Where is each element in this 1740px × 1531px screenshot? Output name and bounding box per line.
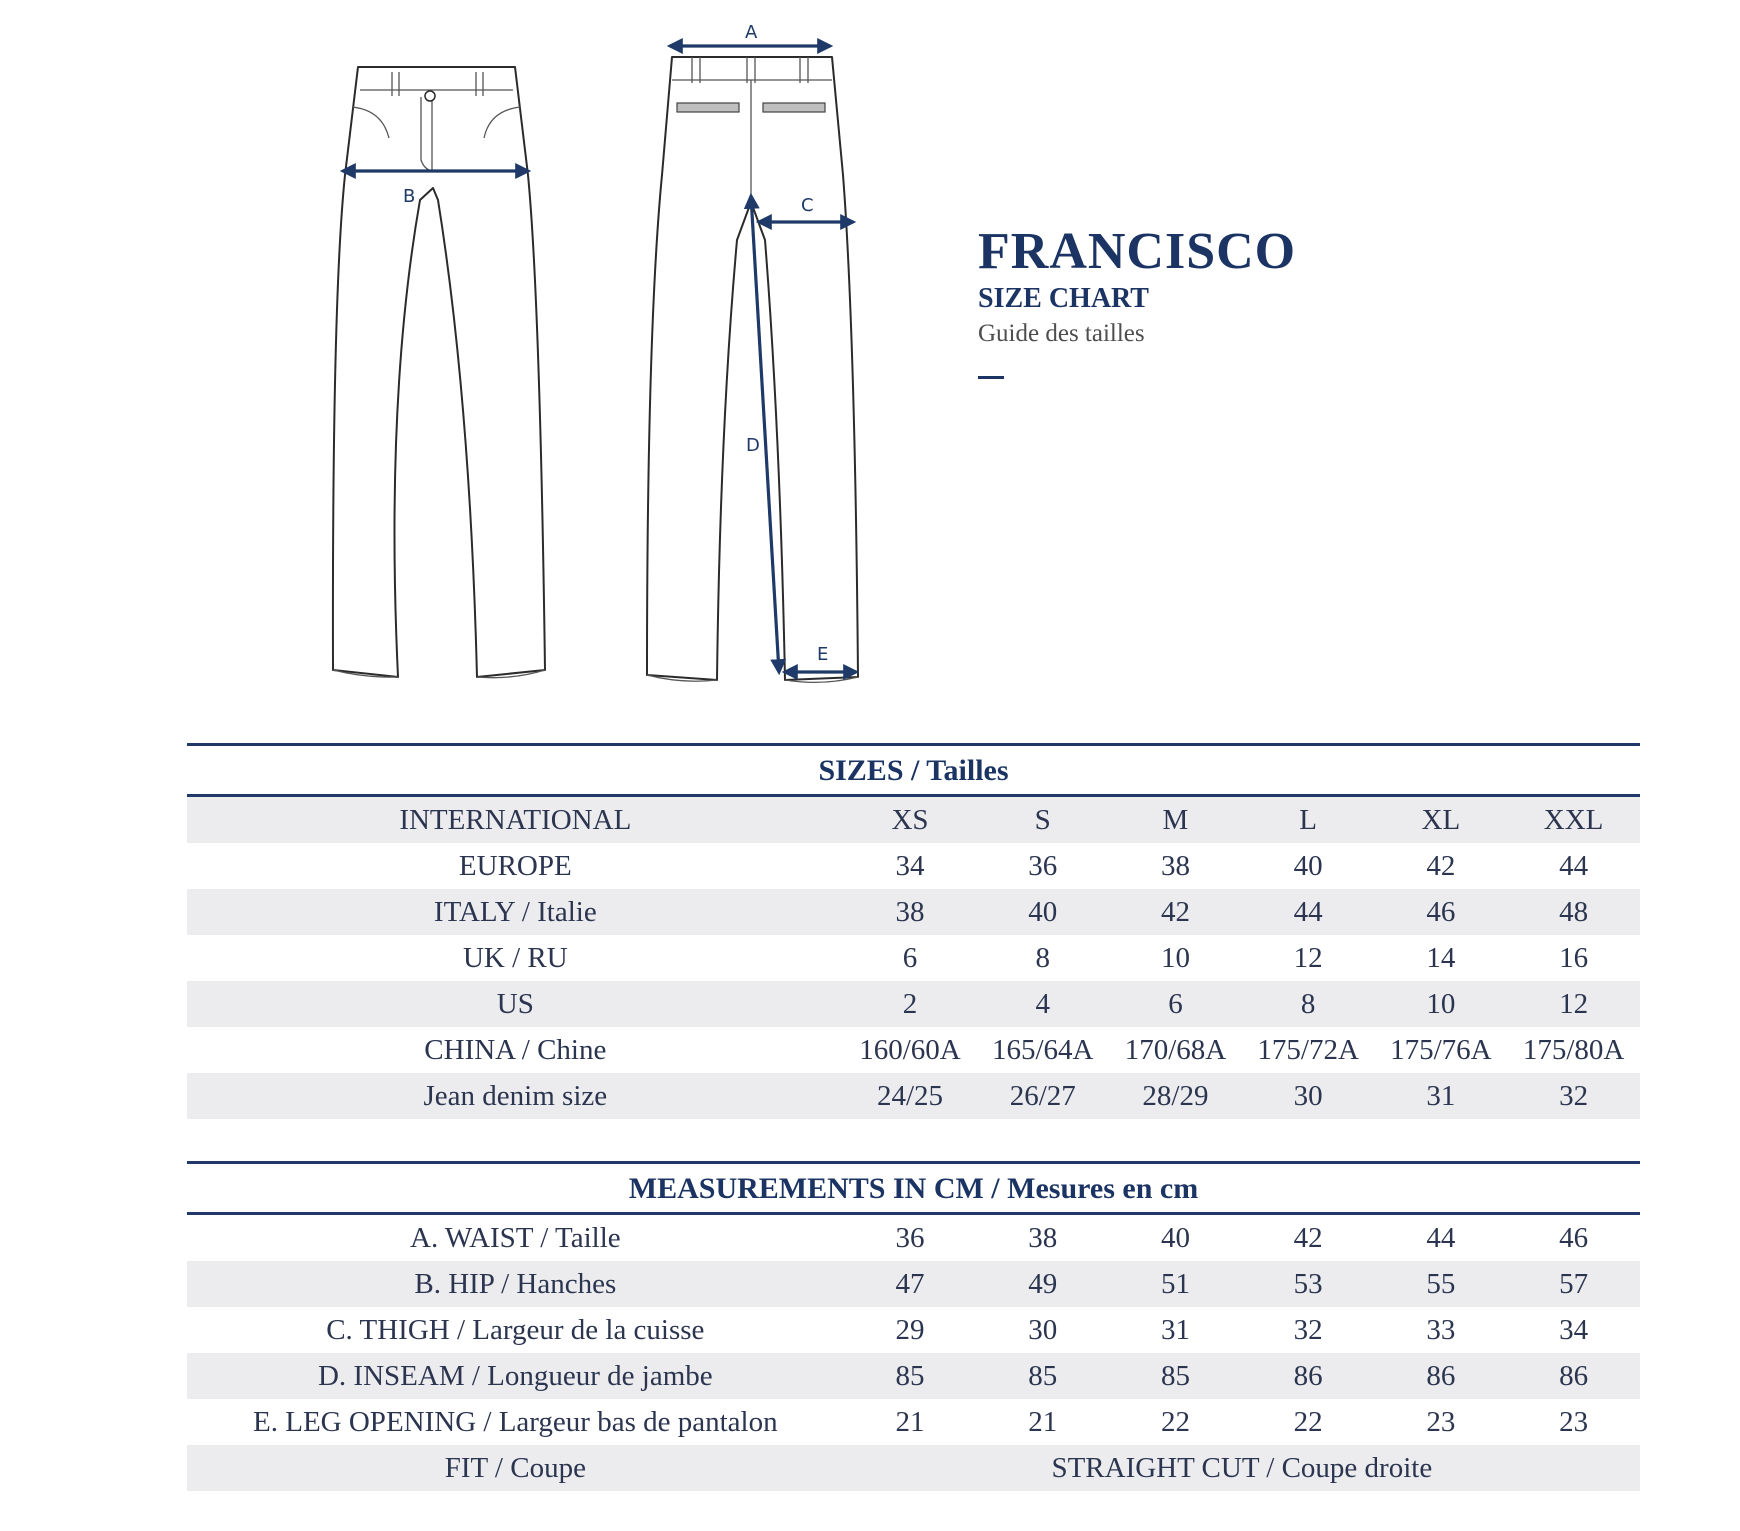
measurement-row-value: 32 [1293,1313,1323,1346]
measurement-row [187,1261,1640,1307]
size-row-value: 12 [1559,987,1589,1020]
sizes-table-body [187,797,1640,1119]
size-row-value: 14 [1426,941,1456,974]
measurement-row-value: 42 [1293,1221,1323,1254]
size-row [187,843,1640,889]
size-row-value: 175/80A [1522,1033,1625,1066]
measurement-row-value: 21 [895,1405,925,1438]
size-row-value: 28/29 [1142,1079,1209,1112]
marker-d-label: D [746,435,760,456]
measurement-row-value: 23 [1559,1405,1589,1438]
measurement-row-value: 34 [1559,1313,1589,1346]
size-row-value: XXL [1543,803,1604,836]
size-row-value: 48 [1559,895,1589,928]
size-row [187,981,1640,1027]
size-row-label: US [496,987,534,1020]
measurement-row-value: 22 [1160,1405,1190,1438]
size-row-value: 6 [902,941,918,974]
size-row-value: 40 [1293,849,1323,882]
measurement-row-value: 44 [1426,1221,1456,1254]
size-row-value: 36 [1028,849,1058,882]
size-row-value: 38 [895,895,925,928]
size-row-label: UK / RU [462,941,568,974]
pants-front-drawing [333,67,545,678]
measurement-row-value: 55 [1426,1267,1456,1300]
measurement-row-value: 33 [1426,1313,1456,1346]
size-row-value: 42 [1160,895,1190,928]
measurement-row-value: 86 [1426,1359,1456,1392]
size-row-value: XS [891,803,929,836]
size-row [187,889,1640,935]
size-row-value: 24/25 [876,1079,944,1112]
measurement-row-value: 85 [1028,1359,1058,1392]
marker-a [670,22,830,46]
measurements-table-body [187,1215,1640,1445]
measurement-row-value: 31 [1160,1313,1190,1346]
marker-e-label: E [817,644,829,665]
measurement-row-value: 46 [1559,1221,1589,1254]
size-row [187,1073,1640,1119]
measurement-row-label: C. THIGH / Largeur de la cuisse [326,1313,705,1346]
size-row-value: XL [1421,803,1461,836]
size-row-label: CHINA / Chine [424,1033,607,1066]
measurement-row-value: 86 [1293,1359,1323,1392]
measurement-row [187,1353,1640,1399]
size-row-value: 46 [1426,895,1456,928]
measurement-row-label: D. INSEAM / Longueur de jambe [317,1359,713,1392]
size-row [187,797,1640,843]
measurement-row-value: 51 [1160,1267,1190,1300]
fit-row-label: FIT / Coupe [444,1451,586,1484]
measurement-row-value: 86 [1559,1359,1589,1392]
chart-heading [978,224,1296,379]
size-row-value: 42 [1426,849,1456,882]
size-row-value: 10 [1160,941,1190,974]
size-row-value: 16 [1559,941,1589,974]
measurement-row-value: 30 [1028,1313,1058,1346]
size-row-value: 165/64A [991,1033,1094,1066]
measurement-row-value: 47 [895,1267,925,1300]
size-row-value: 10 [1426,987,1456,1020]
size-row-value: 38 [1160,849,1190,882]
size-row-value: 12 [1293,941,1323,974]
size-row [187,935,1640,981]
marker-a-label: A [745,22,758,43]
measurement-row-value: 40 [1160,1221,1190,1254]
measurement-row-value: 22 [1293,1405,1323,1438]
measurement-row-value: 23 [1426,1405,1456,1438]
measurement-row [187,1215,1640,1261]
measurements-table-title: MEASUREMENTS IN CM / Mesures en cm [628,1172,1199,1205]
measurement-row-value: 85 [895,1359,925,1392]
measurement-row-label: A. WAIST / Taille [410,1221,621,1254]
fit-row-value: STRAIGHT CUT / Coupe droite [1051,1451,1433,1484]
measurement-row-value: 38 [1028,1221,1058,1254]
size-row-value: 160/60A [859,1033,961,1066]
measurement-row-value: 36 [895,1221,925,1254]
measurement-row-value: 53 [1293,1267,1323,1300]
measurement-row-label: E. LEG OPENING / Largeur bas de pantalon [253,1405,778,1438]
size-row-value: 40 [1028,895,1058,928]
size-row-value: 32 [1559,1079,1589,1112]
product-title: FRANCISCO [978,223,1297,280]
size-row-value: 31 [1426,1079,1456,1112]
marker-c-label: C [801,195,814,216]
measurement-row-value: 21 [1028,1405,1058,1438]
size-chart-french-label: Guide des tailles [978,320,1145,347]
size-row-value: 44 [1293,895,1323,928]
measurement-row-value: 57 [1559,1267,1589,1300]
size-row-label: Jean denim size [423,1079,608,1112]
fit-row [187,1445,1640,1491]
marker-b-label: B [403,186,416,207]
size-row-value: 4 [1035,987,1050,1020]
size-row [187,1027,1640,1073]
sizes-table [187,743,1640,1119]
size-row-value: L [1299,803,1318,836]
size-row-label: ITALY / Italie [433,895,597,928]
size-row-value: 8 [1035,941,1050,974]
size-row-value: 30 [1293,1079,1323,1112]
size-row-value: 2 [902,987,918,1020]
size-row-value: 175/72A [1257,1033,1359,1066]
size-row-label: EUROPE [458,849,572,882]
measurement-row-value: 85 [1160,1359,1190,1392]
size-row-value: 26/27 [1009,1079,1076,1112]
size-row-value: 34 [895,849,925,882]
heading-divider [978,376,1004,379]
size-row-value: M [1162,803,1189,836]
size-row-value: 8 [1300,987,1316,1020]
sizes-table-title: SIZES / Tailles [818,754,1009,787]
size-row-value: S [1034,803,1051,836]
measurement-row-label: B. HIP / Hanches [414,1267,617,1300]
measurement-row-value: 49 [1028,1267,1058,1300]
measurements-table [187,1161,1640,1491]
measurement-row [187,1307,1640,1353]
size-row-value: 170/68A [1124,1033,1227,1066]
size-row-value: 175/76A [1390,1033,1492,1066]
size-chart-label: SIZE CHART [978,283,1149,314]
size-row-label: INTERNATIONAL [399,803,632,836]
size-row-value: 6 [1168,987,1183,1020]
pants-back-drawing [647,57,858,682]
size-row-value: 44 [1559,849,1589,882]
measurement-row-value: 29 [895,1313,925,1346]
measurement-row [187,1399,1640,1445]
pants-illustration [0,0,1740,720]
